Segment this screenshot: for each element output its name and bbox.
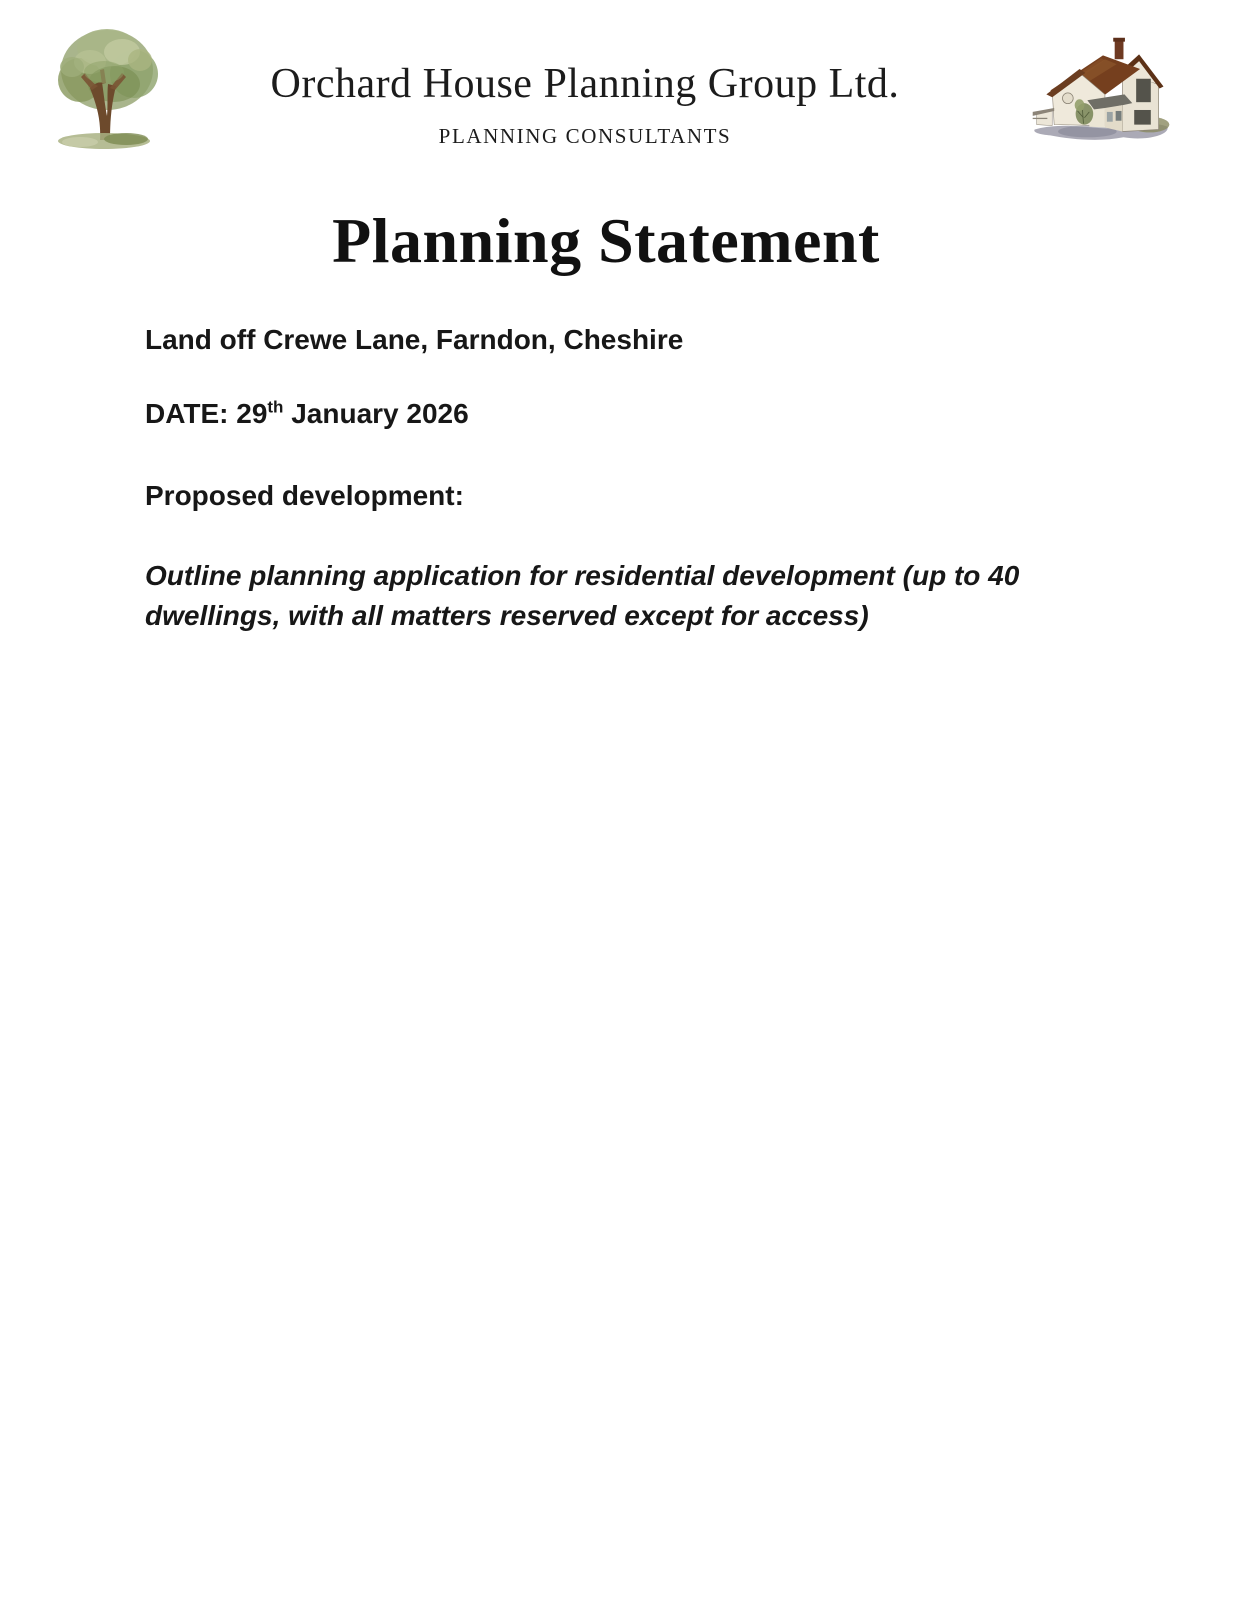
development-description [145,556,1045,636]
description-line-2: dwellings, with all matters reserved except for access) [145,600,869,631]
header [165,60,1005,149]
company-name: Orchard House Planning Group Ltd. [270,61,900,107]
tree-icon [52,22,162,152]
date-prefix: DATE: 29 [145,398,268,429]
date-line [145,398,1045,430]
date-ordinal: th [267,397,284,417]
company-tagline: PLANNING CONSULTANTS [438,124,732,148]
description-line-1: Outline planning application for residential development (up to 40 [145,560,1020,591]
proposed-development-label: Proposed development: [145,480,464,511]
site-address: Land off Crewe Lane, Farndon, Cheshire [145,324,684,355]
document-title: Planning Statement [332,205,880,276]
house-icon [1028,28,1176,150]
date-suffix: January 2026 [283,398,469,429]
